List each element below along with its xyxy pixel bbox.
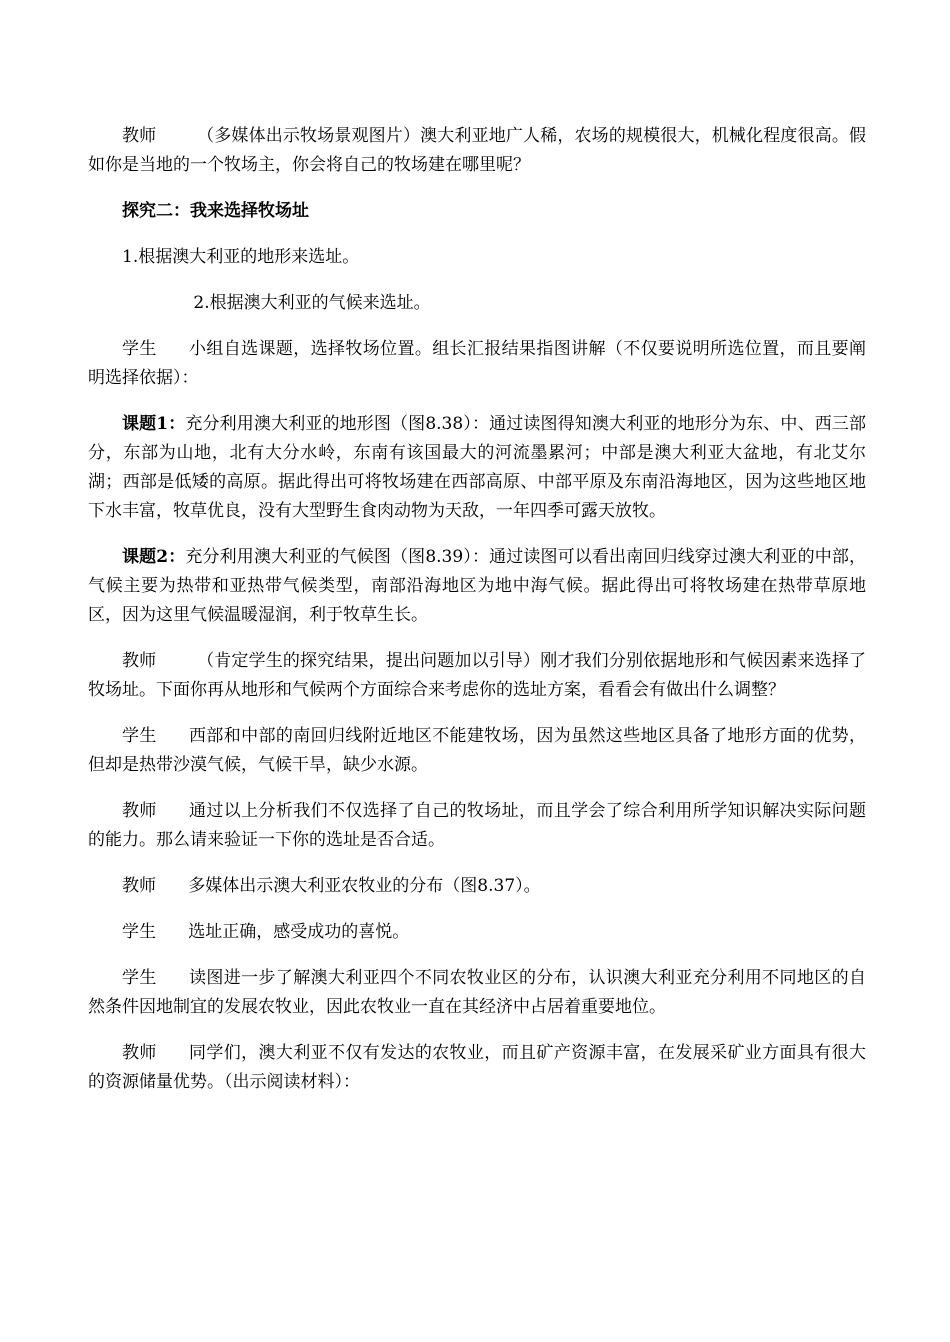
paragraph-teacher-verify: [88, 797, 866, 855]
paragraph-student-read: [88, 964, 866, 1022]
paragraph-topic-2: [88, 543, 866, 630]
paragraph-text: 多媒体出示澳大利亚农牧业的分布（图8.37）。: [188, 876, 541, 896]
paragraph-text: 同学们，澳大利亚不仅有发达的农牧业，而且矿产资源丰富，在发展采矿业方面具有很大的资源储量优势。（出示阅读材料）：: [88, 1043, 867, 1092]
topic-label: 课题2：: [122, 547, 186, 567]
paragraph-text: 充分利用澳大利亚的气候图（图8.39）：通过读图可以看出南回归线穿过澳大利亚的中部，气候主要为热带和亚热带气候类型，南部沿海地区为地中海气候。据此得出可将牧场建在热带草原地区，因为这里气候温暖湿润，利于牧草生长。: [88, 547, 866, 625]
paragraph-student-correct: [88, 918, 866, 947]
paragraph-teacher-intro: [88, 122, 866, 180]
paragraph-text: （肯定学生的探究结果，提出问题加以引导）刚才我们分别依据地形和气候因素来选择了牧场址。下面你再从地形和气候两个方面综合来考虑你的选址方案，看看会有做出什么调整？: [88, 651, 867, 700]
list-item-terrain: 1.根据澳大利亚的地形来选址。: [122, 247, 360, 267]
paragraph-text: 小组自选课题，选择牧场位置。组长汇报结果指图讲解（不仅要说明所选位置，而且要阐明选择依据）：: [88, 339, 867, 388]
speaker-label: 教师: [122, 801, 157, 821]
paragraph-text: 选址正确，感受成功的喜悦。: [188, 922, 410, 942]
section-heading: 探究二：我来选择牧场址: [122, 201, 309, 221]
paragraph-teacher-guide: [88, 647, 866, 705]
speaker-label: 教师: [122, 651, 157, 671]
paragraph-teacher-map: [88, 872, 866, 901]
paragraph-text: 充分利用澳大利亚的地形图（图8.38）：通过读图得知澳大利亚的地形分为东、中、西三部分，东部为山地，北有大分水岭，东南有该国最大的河流墨累河；中部是澳大利亚大盆地，有北艾尔湖；西部是低矮的高原。据此得出可将牧场建在西部高原、中部平原及东南沿海地区，因为这些地区地下水丰富，牧草优良，没有大型野生食肉动物为天敌，一年四季可露天放牧。: [88, 414, 866, 521]
speaker-label: 学生: [122, 922, 156, 942]
paragraph-teacher-mining: [88, 1039, 866, 1097]
paragraph-text: 通过以上分析我们不仅选择了自己的牧场址，而且学会了综合利用所学知识解决实际问题的能力。那么请来验证一下你的选址是否合适。: [88, 801, 867, 850]
paragraph-topic-1: [88, 410, 866, 526]
paragraph-student-adjust: [88, 722, 866, 780]
document-page: [88, 122, 866, 1114]
paragraph-text: 读图进一步了解澳大利亚四个不同农牧业区的分布，认识澳大利亚充分利用不同地区的自然条件因地制宜的发展农牧业，因此农牧业一直在其经济中占居着重要地位。: [88, 968, 867, 1017]
list-item-climate: 2.根据澳大利亚的气候来选址。: [193, 293, 431, 313]
topic-label: 课题1：: [122, 414, 186, 434]
speaker-label: 学生: [122, 726, 157, 746]
paragraph-text: 西部和中部的南回归线附近地区不能建牧场，因为虽然这些地区具备了地形方面的优势，但却是热带沙漠气候，气候干旱，缺少水源。: [88, 726, 867, 775]
speaker-label: 教师: [122, 126, 157, 146]
speaker-label: 学生: [122, 339, 157, 359]
speaker-label: 教师: [122, 1043, 157, 1063]
speaker-label: 教师: [122, 876, 156, 896]
paragraph-student-task: [88, 335, 866, 393]
speaker-label: 学生: [122, 968, 157, 988]
paragraph-text: （多媒体出示牧场景观图片）澳大利亚地广人稀，农场的规模很大，机械化程度很高。假如你是当地的一个牧场主，你会将自己的牧场建在哪里呢？: [88, 126, 867, 175]
